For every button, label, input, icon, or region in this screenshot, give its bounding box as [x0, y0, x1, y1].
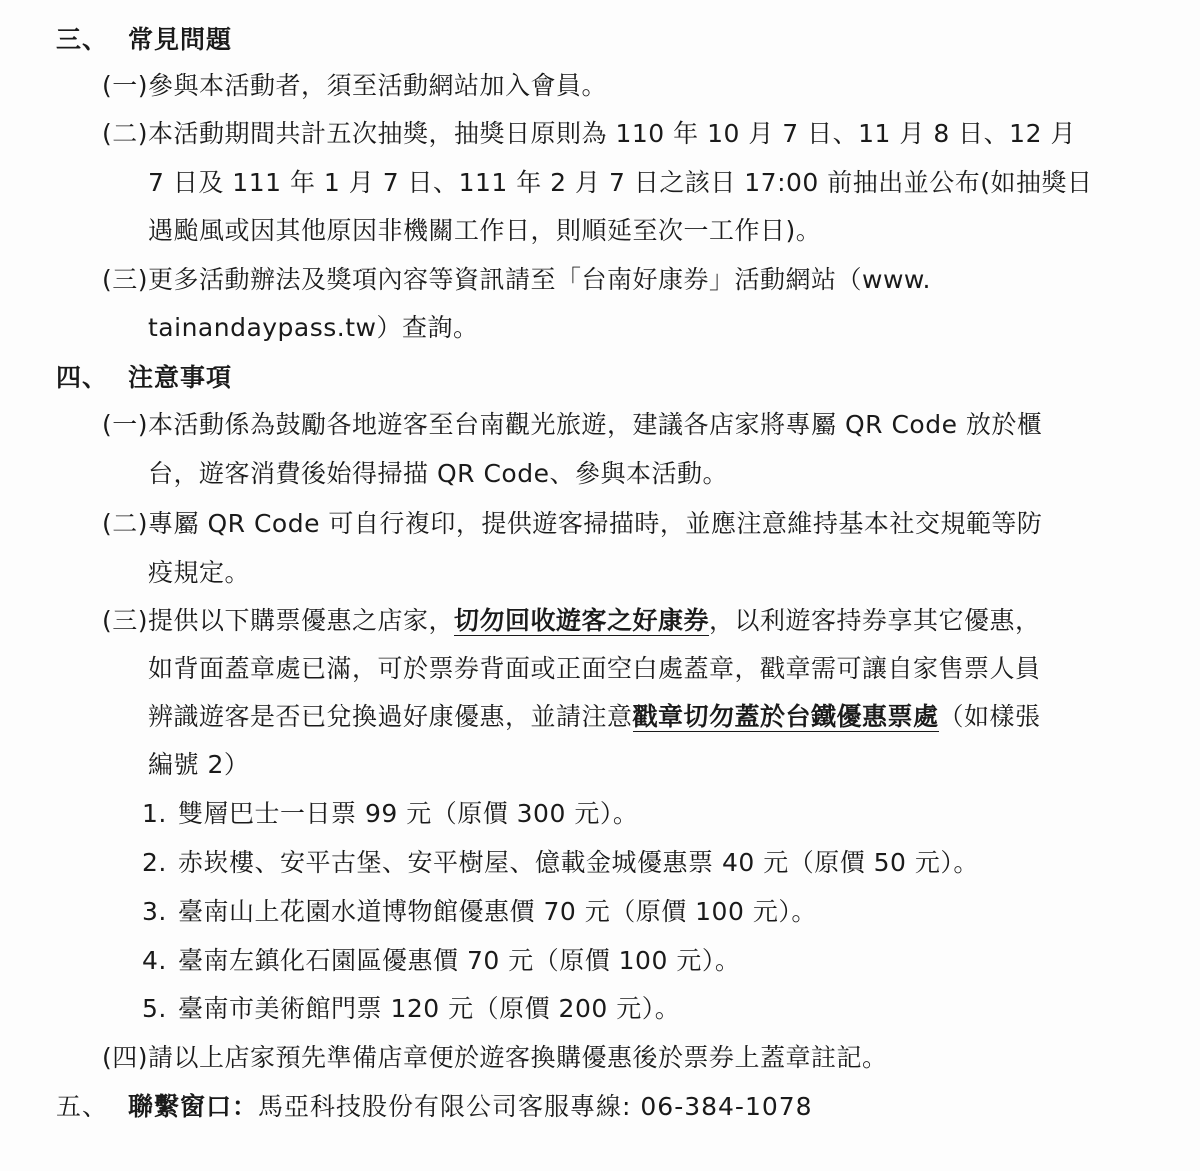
note-item-3-intro: (三)提供以下購票優惠之店家， — [102, 606, 455, 635]
section-4-title: 注意事項 — [128, 363, 233, 392]
list-item — [142, 843, 979, 879]
contact-hotline: 馬亞科技股份有限公司客服專線: 06-384-1078 — [258, 1092, 813, 1121]
faq-item-1: (一)參與本活動者，須至活動網站加入會員。 — [102, 71, 608, 100]
note-item-3-sample-ref: （如樣張 — [938, 702, 1041, 731]
faq-item-2-line-3: 遇颱風或因其他原因非機關工作日，則順延至次一工作日)。 — [148, 216, 822, 245]
list-item-text: 赤崁樓、安平古堡、安平樹屋、億載金城優惠票 40 元（原價 50 元）。 — [178, 848, 979, 877]
note-item-4: (四)請以上店家預先準備店章便於遊客換購優惠後於票券上蓋章註記。 — [102, 1043, 888, 1072]
section-3-title: 常見問題 — [128, 25, 233, 54]
list-item-number: 3. — [142, 897, 167, 926]
list-item — [142, 989, 680, 1025]
list-item-number: 4. — [142, 946, 167, 975]
note-item-3-line-3 — [148, 697, 1041, 733]
note-item-3-continuation: ，以利遊客持券享其它優惠， — [709, 606, 1041, 635]
list-item — [142, 941, 740, 977]
note-item-2-line-1: (二)專屬 QR Code 可自行複印，提供遊客掃描時，並應注意維持基本社交規範等防 — [102, 509, 1043, 538]
note-item-3-line-1 — [102, 601, 1041, 637]
list-item-text: 臺南市美術館門票 120 元（原價 200 元）。 — [178, 994, 681, 1023]
faq-item-3-line-2: tainandaypass.tw）查詢。 — [148, 313, 479, 342]
list-item-number: 2. — [142, 848, 167, 877]
list-item-number: 1. — [142, 799, 167, 828]
list-item-text: 臺南左鎮化石園區優惠價 70 元（原價 100 元）。 — [178, 946, 741, 975]
note-item-2-line-2: 疫規定。 — [148, 558, 251, 587]
note-item-3-line-2: 如背面蓋章處已滿，可於票券背面或正面空白處蓋章，戳章需可讓自家售票人員 — [148, 654, 1041, 683]
list-item-text: 雙層巴士一日票 99 元（原價 300 元）。 — [178, 799, 639, 828]
section-5-heading — [56, 1087, 813, 1123]
list-item — [142, 892, 817, 928]
section-4-heading — [56, 358, 232, 394]
faq-item-2-line-1: (二)本活動期間共計五次抽獎，抽獎日原則為 110 年 10 月 7 日、11 月 8 日、12 月 — [102, 119, 1076, 148]
list-item-number: 5. — [142, 994, 167, 1023]
emphasis-do-not-collect: 切勿回收遊客之好康券 — [454, 606, 710, 635]
note-item-3-line-4: 編號 2） — [148, 750, 250, 779]
note-item-1-line-1: (一)本活動係為鼓勵各地遊客至台南觀光旅遊，建議各店家將專屬 QR Code 放於櫃 — [102, 410, 1043, 439]
note-item-3-text: 辨識遊客是否已兌換過好康優惠，並請注意 — [148, 702, 633, 731]
faq-item-3-line-1: (三)更多活動辦法及獎項內容等資訊請至「台南好康券」活動網站（www. — [102, 265, 932, 294]
emphasis-stamp-warning: 戳章切勿蓋於台鐵優惠票處 — [632, 702, 939, 731]
list-item-text: 臺南山上花園水道博物館優惠價 70 元（原價 100 元）。 — [178, 897, 817, 926]
section-3-number: 三、 — [56, 25, 109, 54]
note-item-1-line-2: 台，遊客消費後始得掃描 QR Code、參與本活動。 — [148, 459, 728, 488]
faq-item-2-line-2: 7 日及 111 年 1 月 7 日、111 年 2 月 7 日之該日 17:00 前抽出並公布(如抽獎日 — [148, 168, 1093, 197]
section-5-title: 聯繫窗口： — [128, 1092, 259, 1121]
section-5-number: 五、 — [56, 1092, 109, 1121]
section-4-number: 四、 — [56, 363, 109, 392]
section-3-heading — [56, 20, 232, 56]
list-item — [142, 794, 638, 830]
